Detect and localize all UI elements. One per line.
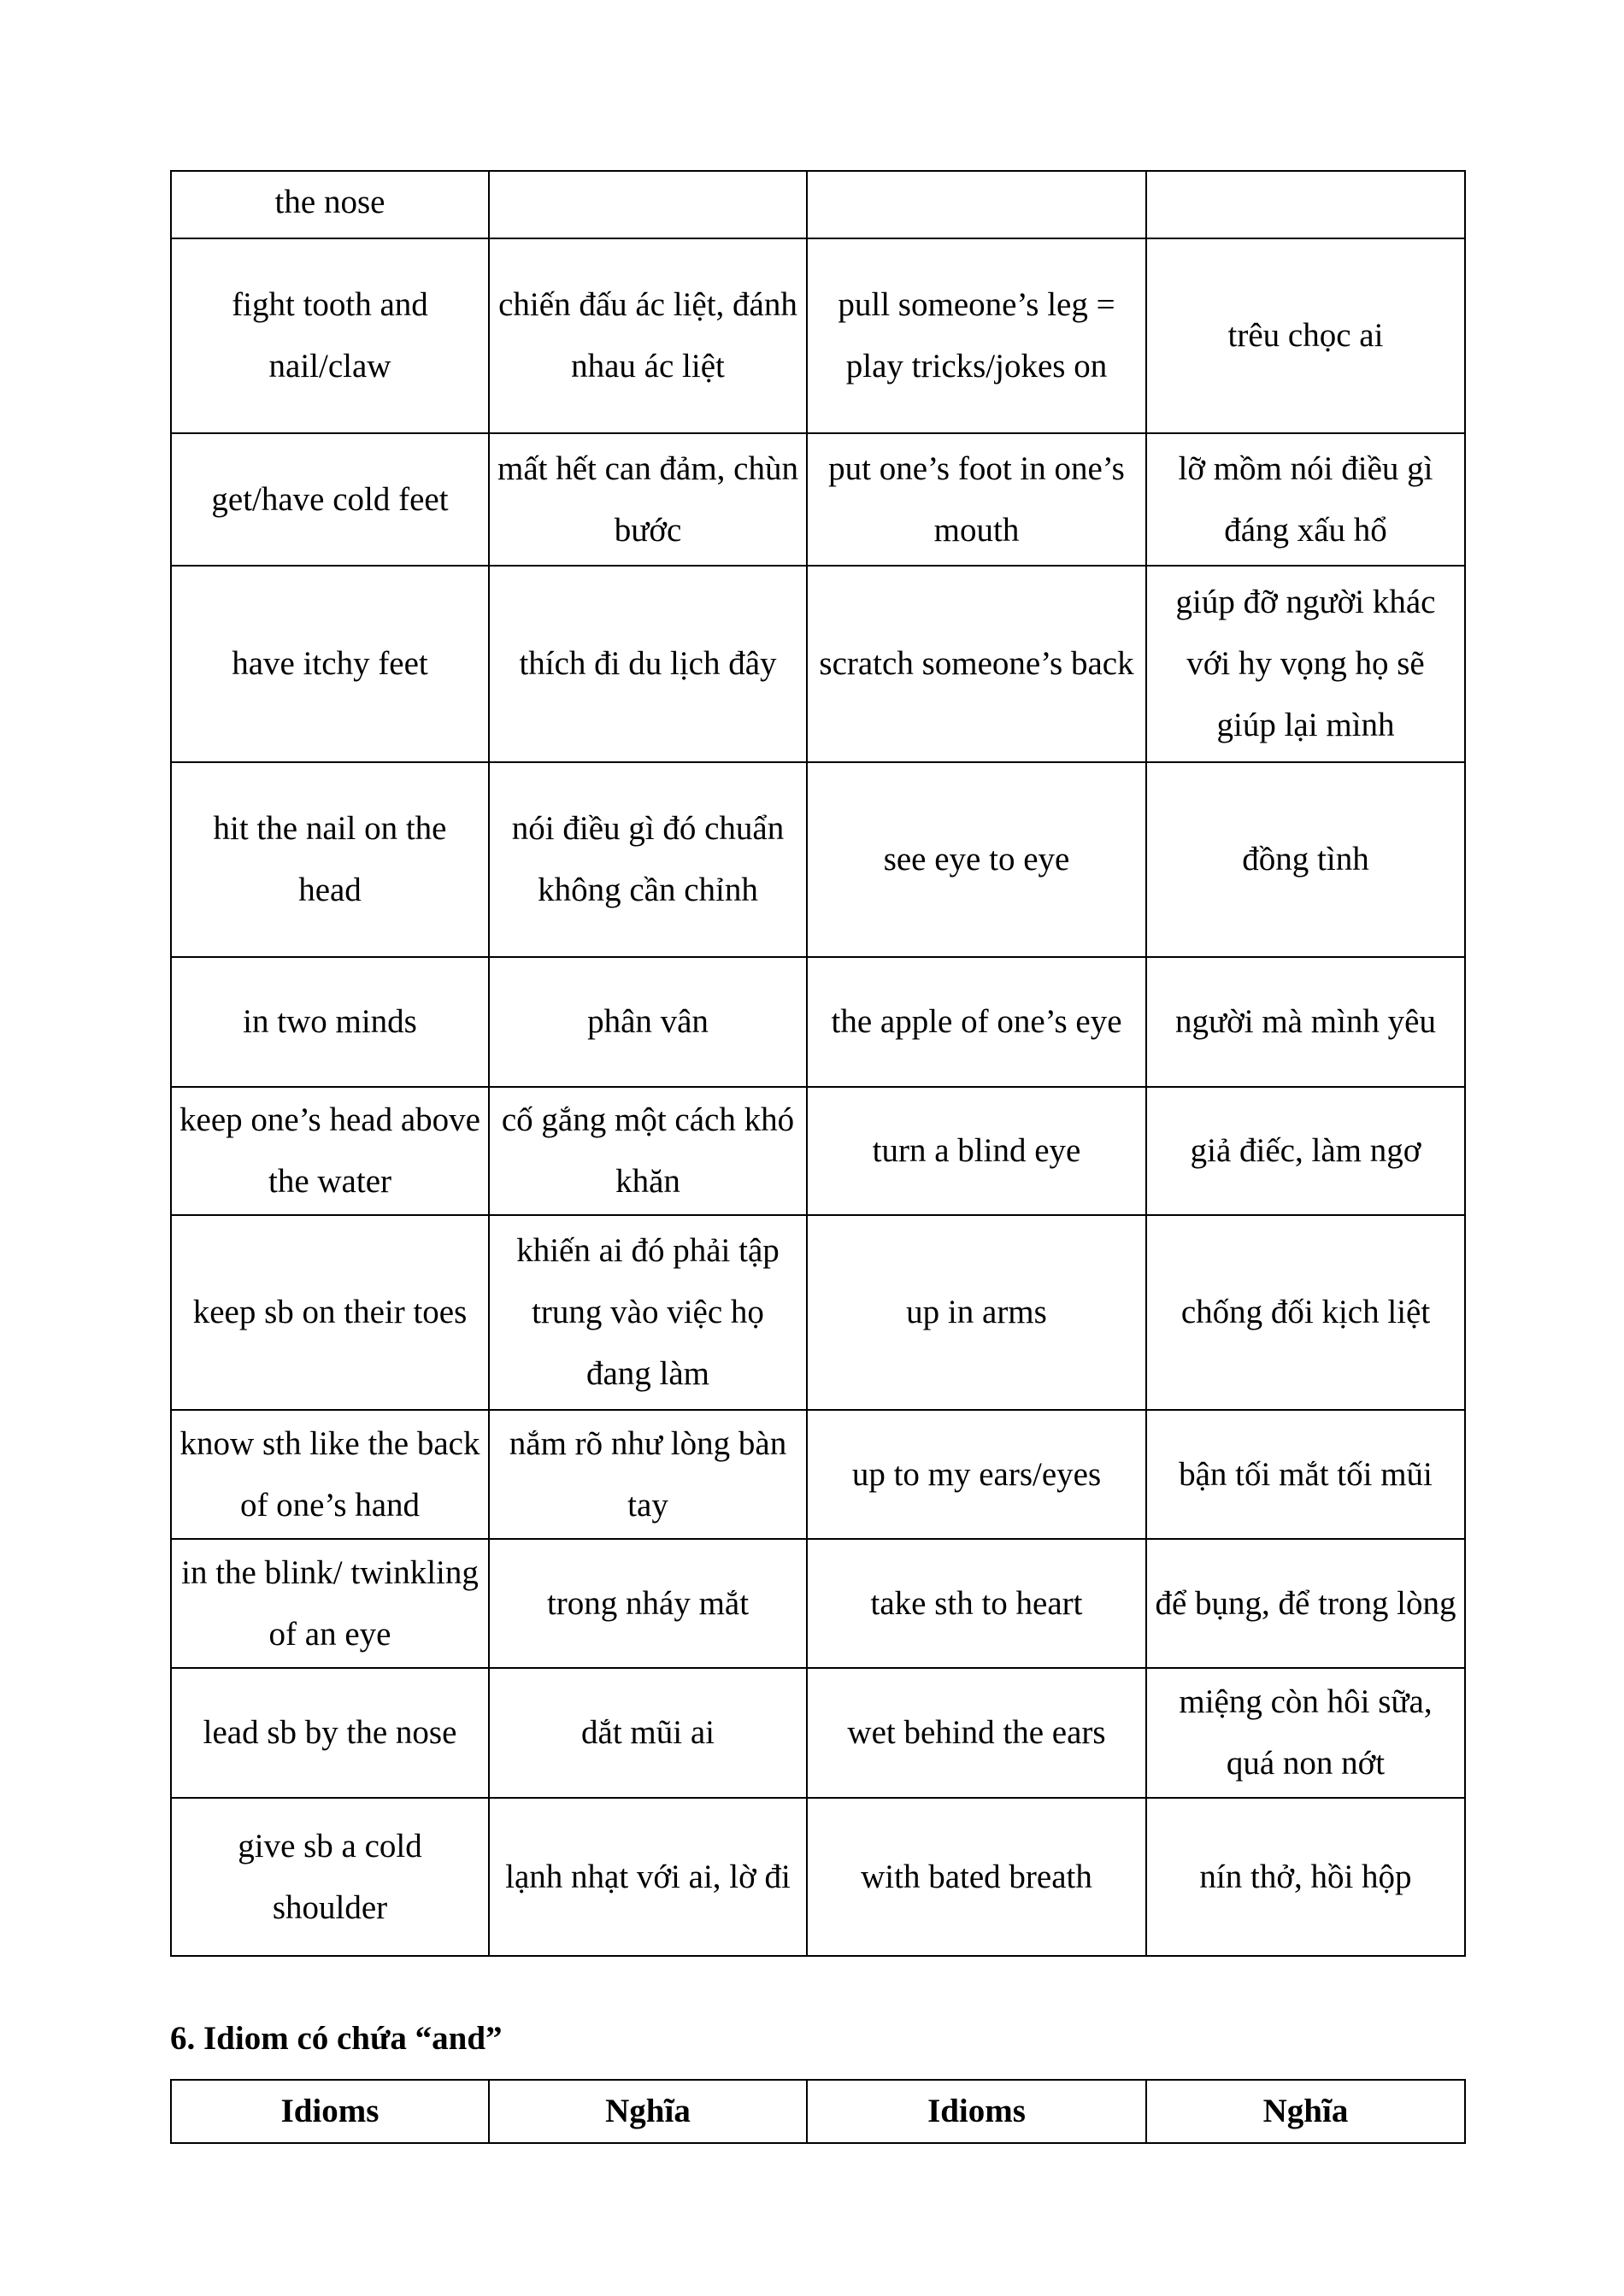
cell-meaning: mất hết can đảm, chùn bước <box>489 433 807 566</box>
cell-meaning: khiến ai đó phải tập trung vào việc họ đang làm <box>489 1215 807 1410</box>
table-row <box>171 1215 1465 1410</box>
cell-meaning: đồng tình <box>1146 762 1465 957</box>
cell-meaning: cố gắng một cách khó khăn <box>489 1087 807 1215</box>
table-row <box>171 1798 1465 1956</box>
cell-meaning: giúp đỡ người khác với hy vọng họ sẽ giúp lại mình <box>1146 566 1465 762</box>
table-row <box>171 1668 1465 1798</box>
cell-idiom: scratch someone’s back <box>807 566 1146 762</box>
table-row <box>171 171 1465 238</box>
table-row <box>171 433 1465 566</box>
table-row <box>171 566 1465 762</box>
cell-idiom: fight tooth and nail/claw <box>171 238 489 433</box>
cell-idiom: up to my ears/eyes <box>807 1410 1146 1539</box>
cell-meaning: nói điều gì đó chuẩn không cần chỉnh <box>489 762 807 957</box>
idioms-table <box>170 170 1466 1957</box>
cell-meaning: thích đi du lịch đây <box>489 566 807 762</box>
table-row <box>171 762 1465 957</box>
cell-meaning: nín thở, hồi hộp <box>1146 1798 1465 1956</box>
cell-meaning: trong nháy mắt <box>489 1539 807 1668</box>
header-idioms: Idioms <box>807 2080 1146 2143</box>
cell-idiom: turn a blind eye <box>807 1087 1146 1215</box>
cell-idiom: keep one’s head above the water <box>171 1087 489 1215</box>
cell-idiom: have itchy feet <box>171 566 489 762</box>
and-idioms-table <box>170 2079 1466 2144</box>
cell-idiom: wet behind the ears <box>807 1668 1146 1798</box>
cell-idiom: know sth like the back of one’s hand <box>171 1410 489 1539</box>
header-row <box>171 2080 1465 2143</box>
cell-meaning: lạnh nhạt với ai, lờ đi <box>489 1798 807 1956</box>
header-meaning: Nghĩa <box>489 2080 807 2143</box>
cell-meaning: giả điếc, làm ngơ <box>1146 1087 1465 1215</box>
cell-meaning: trêu chọc ai <box>1146 238 1465 433</box>
cell-meaning: nắm rõ như lòng bàn tay <box>489 1410 807 1539</box>
cell-idiom: get/have cold feet <box>171 433 489 566</box>
cell-meaning: phân vân <box>489 957 807 1087</box>
cell-idiom: in the blink/ twinkling of an eye <box>171 1539 489 1668</box>
cell-idiom <box>807 171 1146 238</box>
cell-idiom: hit the nail on the head <box>171 762 489 957</box>
table-row <box>171 957 1465 1087</box>
header-meaning: Nghĩa <box>1146 2080 1465 2143</box>
cell-meaning: lỡ mồm nói điều gì đáng xấu hổ <box>1146 433 1465 566</box>
cell-idiom: the nose <box>171 171 489 238</box>
cell-idiom: keep sb on their toes <box>171 1215 489 1410</box>
table-row <box>171 238 1465 433</box>
cell-meaning: dắt mũi ai <box>489 1668 807 1798</box>
cell-idiom: in two minds <box>171 957 489 1087</box>
cell-meaning: người mà mình yêu <box>1146 957 1465 1087</box>
cell-meaning: miệng còn hôi sữa, quá non nớt <box>1146 1668 1465 1798</box>
cell-idiom: see eye to eye <box>807 762 1146 957</box>
header-idioms: Idioms <box>171 2080 489 2143</box>
cell-idiom: pull someone’s leg = play tricks/jokes on <box>807 238 1146 433</box>
table-row <box>171 1087 1465 1215</box>
cell-idiom: give sb a cold shoulder <box>171 1798 489 1956</box>
cell-idiom: lead sb by the nose <box>171 1668 489 1798</box>
cell-meaning: chiến đấu ác liệt, đánh nhau ác liệt <box>489 238 807 433</box>
table-row <box>171 1539 1465 1668</box>
cell-meaning: chống đối kịch liệt <box>1146 1215 1465 1410</box>
table-row <box>171 1410 1465 1539</box>
cell-idiom: take sth to heart <box>807 1539 1146 1668</box>
cell-meaning: bận tối mắt tối mũi <box>1146 1410 1465 1539</box>
cell-idiom: up in arms <box>807 1215 1146 1410</box>
cell-idiom: the apple of one’s eye <box>807 957 1146 1087</box>
section-heading: 6. Idiom có chứa “and” <box>170 2020 503 2057</box>
cell-meaning <box>1146 171 1465 238</box>
cell-meaning: để bụng, để trong lòng <box>1146 1539 1465 1668</box>
cell-idiom: put one’s foot in one’s mouth <box>807 433 1146 566</box>
cell-meaning <box>489 171 807 238</box>
cell-idiom: with bated breath <box>807 1798 1146 1956</box>
